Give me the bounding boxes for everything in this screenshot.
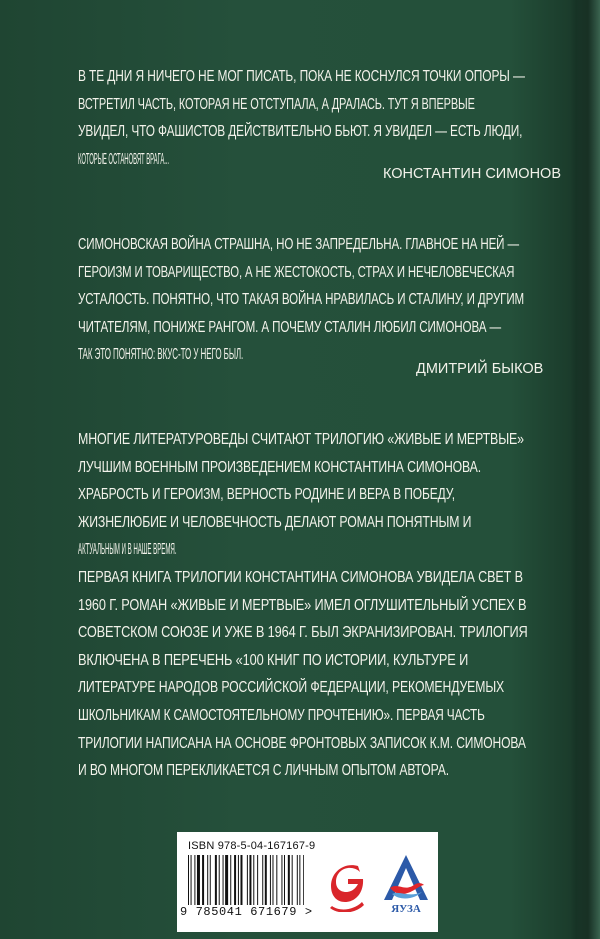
quote2-line: ЧИТАТЕЛЯМ, ПОНИЖЕ РАНГОМ. А ПОЧЕМУ СТАЛИН ЛЮБИЛ СИМОНОВА —	[78, 318, 501, 336]
barcode-bar	[219, 855, 220, 905]
isbn-label: ISBN 978-5-04-167167-9	[188, 840, 316, 852]
barcode-bar	[238, 855, 239, 905]
barcode-bar	[272, 855, 273, 905]
barcode-bar	[197, 855, 200, 905]
barcode-bar	[299, 855, 300, 905]
annotation-line: И ВО МНОГОМ ПЕРЕКЛИКАЕТСЯ С ЛИЧНЫМ ОПЫТОМ АВТОРА.	[78, 762, 449, 780]
barcode-bar	[223, 855, 224, 905]
barcode-bar	[303, 855, 304, 905]
quote1-line: ВСТРЕТИЛ ЧАСТЬ, КОТОРАЯ НЕ ОТСТУПАЛА, А ДРАЛАСЬ. ТУТ Я ВПЕРВЫЕ	[78, 95, 475, 113]
barcode-bar	[257, 855, 258, 905]
quote2-line: ТАК ЭТО ПОНЯТНО: ВКУС-ТО У НЕГО БЫЛ.	[78, 346, 244, 364]
barcode-bar	[247, 855, 248, 905]
annotation-line: ЛИТЕРАТУРЕ НАРОДОВ РОССИЙСКОЙ ФЕДЕРАЦИИ, РЕКОМЕНДУЕМЫХ	[78, 679, 505, 697]
yauza-logo-text: ЯУЗА	[391, 903, 421, 914]
barcode-bar	[207, 855, 208, 905]
barcode-bar	[265, 855, 267, 905]
quote1-line: В ТЕ ДНИ Я НИЧЕГО НЕ МОГ ПИСАТЬ, ПОКА НЕ КОСНУЛСЯ ТОЧКИ ОПОРЫ —	[78, 68, 525, 85]
barcode-bar	[210, 855, 211, 905]
quote1-line: КОТОРЫЕ ОСТАНОВЯТ ВРАГА...	[78, 150, 170, 168]
barcode-bar	[194, 855, 195, 905]
barcode-bar	[270, 855, 271, 905]
quote-bykov	[78, 231, 528, 369]
annotation-line: АКТУАЛЬНЫМ И В НАШЕ ВРЕМЯ.	[78, 541, 177, 559]
annotation-line: ЛУЧШИМ ВОЕННЫМ ПРОИЗВЕДЕНИЕМ КОНСТАНТИНА СИМОНОВА.	[78, 458, 482, 476]
quote-simonov	[78, 63, 528, 173]
barcode-bar	[188, 855, 189, 905]
annotation-line: ВКЛЮЧЕНА В ПЕРЕЧЕНЬ «100 КНИГ ПО ИСТОРИИ, КУЛЬТУРЕ И	[78, 651, 469, 669]
barcode-bar	[253, 855, 254, 905]
annotation-line: ШКОЛЬНИКАМ К САМОСТОЯТЕЛЬНОМУ ПРОЧТЕНИЮ». ПЕРВАЯ ЧАСТЬ	[78, 706, 485, 724]
book-annotation	[78, 426, 528, 785]
barcode-digits: 9 785041 671679 >	[180, 905, 313, 919]
spine-edge	[570, 0, 600, 939]
barcode-icon	[188, 855, 304, 905]
quote1-line: УВИДЕЛ, ЧТО ФАШИСТОВ ДЕЙСТВИТЕЛЬНО БЬЮТ. Я УВИДЕЛ — ЕСТЬ ЛЮДИ,	[78, 123, 523, 141]
annotation-line: СОВЕТСКОМ СОЮЗЕ И УЖЕ В 1964 Г. БЫЛ ЭКРАНИЗИРОВАН. ТРИЛОГИЯ	[78, 624, 528, 642]
barcode-bar	[249, 855, 251, 905]
barcode-bar	[276, 855, 277, 905]
barcode-bar	[215, 855, 217, 905]
yauza-logo-icon	[380, 852, 432, 914]
annotation-line: МНОГИЕ ЛИТЕРАТУРОВЕДЫ СЧИТАЮТ ТРИЛОГИЮ «ЖИВЫЕ И МЕРТВЫЕ»	[78, 431, 524, 448]
barcode-bar	[240, 855, 242, 905]
quote2-line: УСТАЛОСТЬ. ПОНЯТНО, ЧТО ТАКАЯ ВОЙНА НРАВИЛАСЬ И СТАЛИНУ, И ДРУГИМ	[78, 291, 525, 309]
quote-author-bykov: ДМИТРИЙ БЫКОВ	[416, 361, 544, 377]
annotation-line: ЖИЗНЕЛЮБИЕ И ЧЕЛОВЕЧНОСТЬ ДЕЛАЮТ РОМАН ПОНЯТНЫМ И	[78, 513, 472, 531]
barcode-bar	[262, 855, 263, 905]
quote-author-simonov: КОНСТАНТИН СИМОНОВ	[383, 166, 561, 182]
annotation-line: ХРАБРОСТЬ И ГЕРОИЗМ, ВЕРНОСТЬ РОДИНЕ И ВЕРА В ПОБЕДУ,	[78, 486, 455, 504]
quote2-line: СИМОНОВСКАЯ ВОЙНА СТРАШНА, НО НЕ ЗАПРЕДЕЛЬНА. ГЛАВНОЕ НА НЕЙ —	[78, 236, 519, 253]
quote2-line: ГЕРОИЗМ И ТОВАРИЩЕСТВО, А НЕ ЖЕСТОКОСТЬ, СТРАХ И НЕЧЕЛОВЕЧЕСКАЯ	[78, 263, 515, 281]
barcode-bar	[225, 855, 228, 905]
barcode-bar	[234, 855, 236, 905]
annotation-line: 1960 Г. РОМАН «ЖИВЫЕ И МЕРТВЫЕ» ИМЕЛ ОГЛУШИТЕЛЬНЫЙ УСПЕХ В	[78, 596, 527, 614]
barcode-bar	[230, 855, 231, 905]
barcode-bar	[297, 855, 298, 905]
eksmo-logo-icon	[330, 862, 366, 912]
barcode-bar	[284, 855, 285, 905]
annotation-line: ПЕРВАЯ КНИГА ТРИЛОГИИ КОНСТАНТИНА СИМОНОВА УВИДЕЛА СВЕТ В	[78, 568, 523, 586]
annotation-line: ТРИЛОГИИ НАПИСАНА НА ОСНОВЕ ФРОНТОВЫХ ЗАПИСОК К.М. СИМОНОВА	[78, 734, 526, 752]
barcode-bar	[281, 855, 282, 905]
barcode-bar	[202, 855, 204, 905]
barcode-bar	[191, 855, 192, 905]
barcode-bar	[288, 855, 290, 905]
barcode-bar	[292, 855, 293, 905]
